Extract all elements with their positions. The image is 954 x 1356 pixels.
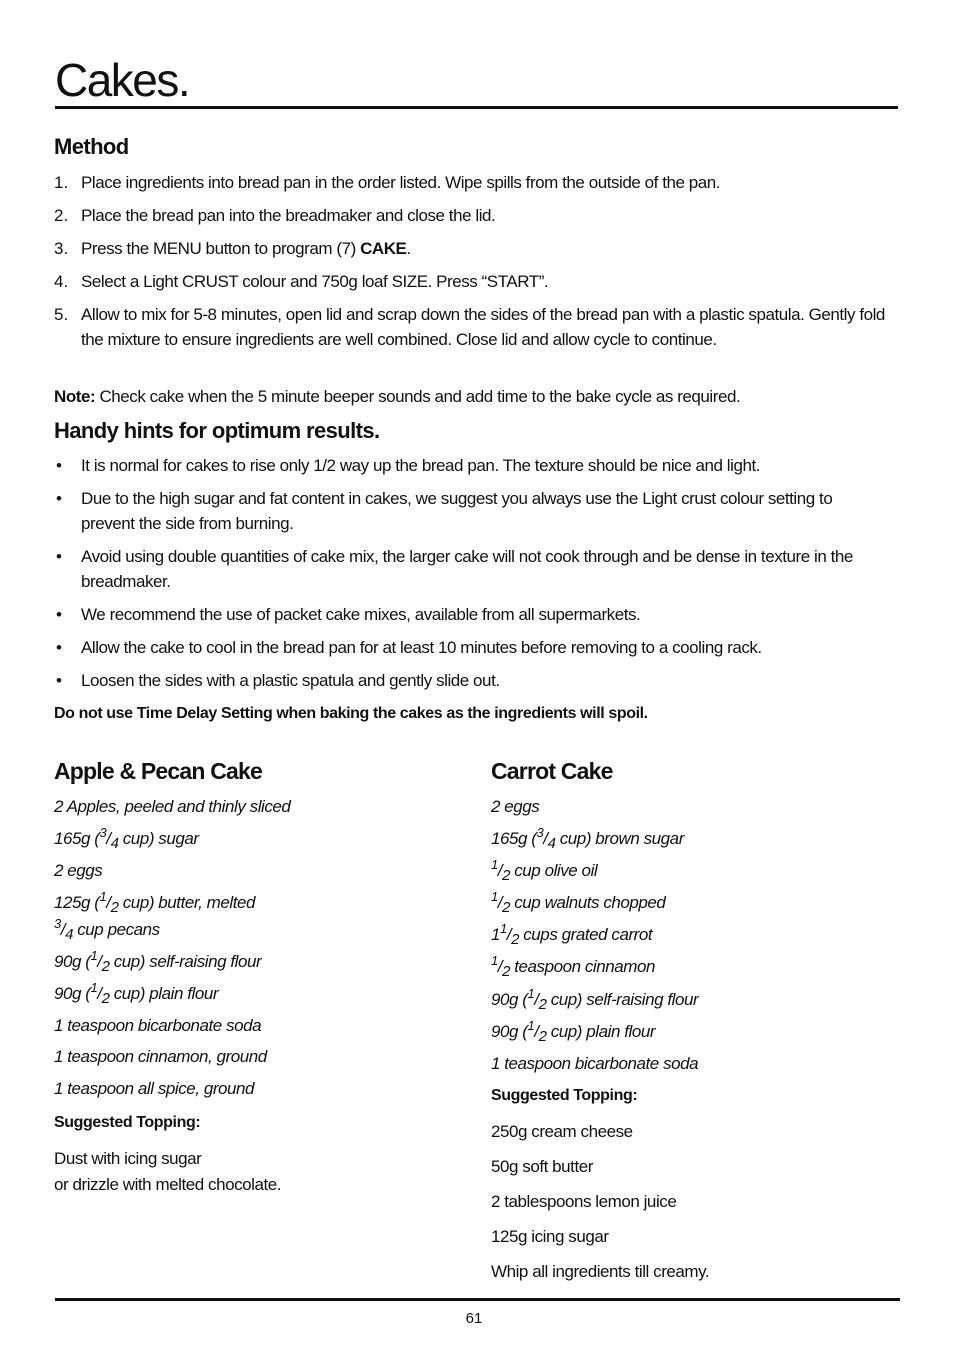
step-text: Select a Light CRUST colour and 750g loaf SIZE. Press “START”. [81, 272, 549, 291]
step-text: Place the bread pan into the breadmaker and close the lid. [81, 206, 496, 225]
fraction-numerator: 1 [500, 921, 507, 936]
fraction-denominator: 2 [538, 996, 547, 1013]
fraction-denominator: 2 [502, 963, 510, 980]
note-label: Note: [54, 387, 96, 406]
ingredient: 2 eggs [491, 797, 540, 816]
topping-line: 50g soft butter [491, 1157, 593, 1176]
ingredient: 165g ($^3$/4 cup) brown sugar [491, 825, 684, 852]
fraction-denominator: 2 [538, 1028, 547, 1045]
hint-text: Allow the cake to cool in the bread pan for at least 10 minutes before removing to a cooling rack. [81, 638, 762, 657]
fraction-numerator: 1 [90, 980, 98, 995]
ingredient: 2 Apples, peeled and thinly sliced [54, 797, 291, 816]
fraction-numerator: 1 [99, 889, 107, 904]
topping-label: Suggested Topping: [491, 1087, 638, 1104]
step-number: 3. [54, 239, 69, 258]
hint-text: Loosen the sides with a plastic spatula and gently slide out. [81, 671, 500, 690]
bullet-icon: • [56, 671, 62, 690]
ingredient-text: cups grated carrot [518, 925, 653, 944]
method-note [54, 384, 914, 409]
ingredient: 2 eggs [54, 861, 103, 880]
ingredient: 90g ($^1$/2 cup) plain flour [491, 1018, 656, 1045]
ingredient: $^3$/4 cup pecans [54, 916, 160, 943]
ingredient-text: teaspoon cinnamon [509, 957, 655, 976]
note-text: Check cake when the 5 minute beeper sounds and add time to the bake cycle as required. [95, 387, 741, 406]
ingredient-text: 165g ( [54, 829, 100, 848]
method-heading: Method [54, 134, 129, 159]
ingredient-text: cup) self-raising flour [546, 990, 699, 1009]
step-text: Allow to mix for 5-8 minutes, open lid and scrap down the sides of the bread pan with a plastic spatula. Gently fold the mixture to ensure ingredients are well combined. Close lid and allow cycle to continue. [81, 305, 885, 349]
topping-line: Dust with icing sugar [54, 1149, 202, 1168]
fraction-denominator: 2 [511, 931, 519, 948]
ingredient-text: 90g ( [491, 1022, 528, 1041]
fraction-denominator: 2 [101, 958, 110, 975]
ingredient: 90g ($^1$/2 cup) plain flour [54, 980, 219, 1007]
title-rule [55, 106, 898, 109]
ingredient: 165g ($^3$/4 cup) sugar [54, 825, 199, 852]
ingredient: $^1$/2 cup olive oil [491, 857, 598, 884]
page-title: Cakes. [55, 54, 190, 106]
ingredient: 1 teaspoon cinnamon, ground [54, 1047, 267, 1066]
fraction-denominator: 4 [547, 835, 556, 852]
fraction-numerator: 1 [527, 986, 535, 1001]
footer-rule [55, 1298, 900, 1301]
fraction-denominator: 2 [502, 899, 510, 916]
ingredient-text: 90g ( [491, 990, 528, 1009]
bullet-icon: • [56, 489, 62, 508]
ingredient-text: cup) brown sugar [555, 829, 684, 848]
step-text [81, 236, 901, 261]
ingredient: 90g ($^1$/2 cup) self-raising flour [491, 986, 699, 1013]
fraction-denominator: 2 [101, 990, 110, 1007]
step-number: 1. [54, 173, 69, 192]
recipe-title: Apple & Pecan Cake [54, 758, 263, 784]
ingredient-text: 125g ( [54, 893, 100, 912]
ingredient-text: cup) plain flour [546, 1022, 656, 1041]
hint-text: It is normal for cakes to rise only 1/2 way up the bread pan. The texture should be nice and light. [81, 456, 760, 475]
ingredient: $1^1/2$ cups grated carrot [491, 921, 653, 948]
topping-line: 125g icing sugar [491, 1227, 609, 1246]
ingredient: 1 teaspoon bicarbonate soda [491, 1054, 699, 1073]
ingredient: 1 teaspoon bicarbonate soda [54, 1016, 262, 1035]
fraction-numerator: 3 [99, 825, 107, 840]
fraction-numerator: 1 [491, 857, 498, 872]
recipe-title: Carrot Cake [491, 758, 613, 784]
topping-label: Suggested Topping: [54, 1114, 201, 1131]
bullet-icon: • [56, 638, 62, 657]
topping-line: or drizzle with melted chocolate. [54, 1175, 282, 1194]
fraction-denominator: 4 [110, 835, 119, 852]
program-name: CAKE [360, 239, 407, 258]
fraction-denominator: 2 [110, 899, 119, 916]
ingredient-text: cup walnuts chopped [509, 893, 666, 912]
bullet-icon: • [56, 605, 62, 624]
ingredient-text: cup) butter, melted [118, 893, 256, 912]
step-text: Place ingredients into bread pan in the order listed. Wipe spills from the outside of the pan. [81, 173, 721, 192]
fraction-numerator: 1 [527, 1018, 535, 1033]
step-number: 2. [54, 206, 69, 225]
fraction-denominator: 4 [65, 926, 73, 943]
ingredient: 1 teaspoon all spice, ground [54, 1079, 255, 1098]
ingredient-text: cup) plain flour [109, 984, 219, 1003]
topping-line: 2 tablespoons lemon juice [491, 1192, 677, 1211]
hints-heading: Handy hints for optimum results. [54, 418, 380, 443]
ingredient-text: 90g ( [54, 984, 91, 1003]
fraction-numerator: 1 [491, 953, 498, 968]
ingredient-text: 165g ( [491, 829, 537, 848]
time-delay-warning: Do not use Time Delay Setting when baking the cakes as the ingredients will spoil. [54, 705, 648, 722]
hint-text: Due to the high sugar and fat content in cakes, we suggest you always use the Light crust colour setting to prevent the side from burning. [81, 489, 833, 533]
ingredient-text: cup pecans [72, 920, 160, 939]
hint-text: Avoid using double quantities of cake mix, the larger cake will not cook through and be dense in texture in the breadmaker. [81, 547, 853, 591]
fraction-numerator: 1 [90, 948, 98, 963]
page-number: 61 [465, 1310, 483, 1327]
topping-line: Whip all ingredients till creamy. [491, 1262, 710, 1281]
ingredient-text: cup olive oil [509, 861, 598, 880]
step-text-part: . [406, 239, 411, 258]
ingredient-text: cup) self-raising flour [109, 952, 262, 971]
fraction-numerator: 1 [491, 889, 498, 904]
fraction-numerator: 3 [54, 916, 61, 931]
ingredient: 90g ($^1$/2 cup) self-raising flour [54, 948, 262, 975]
ingredient-text: 90g ( [54, 952, 91, 971]
ingredient: $^1$/2 teaspoon cinnamon [491, 953, 655, 980]
step-number: 5. [54, 305, 69, 324]
step-number: 4. [54, 272, 69, 291]
ingredient-text: 1 [491, 925, 501, 944]
step-text-part: Press the MENU button to program (7) [81, 239, 361, 258]
ingredient: 125g ($^1$/2 cup) butter, melted [54, 889, 256, 916]
bullet-icon: • [56, 547, 62, 566]
ingredient-text: cup) sugar [118, 829, 199, 848]
bullet-icon: • [56, 456, 62, 475]
hint-text: We recommend the use of packet cake mixes, available from all supermarkets. [81, 605, 641, 624]
topping-line: 250g cream cheese [491, 1122, 633, 1141]
fraction-denominator: 2 [502, 867, 510, 884]
fraction-numerator: 3 [536, 825, 544, 840]
ingredient: $^1$/2 cup walnuts chopped [491, 889, 666, 916]
